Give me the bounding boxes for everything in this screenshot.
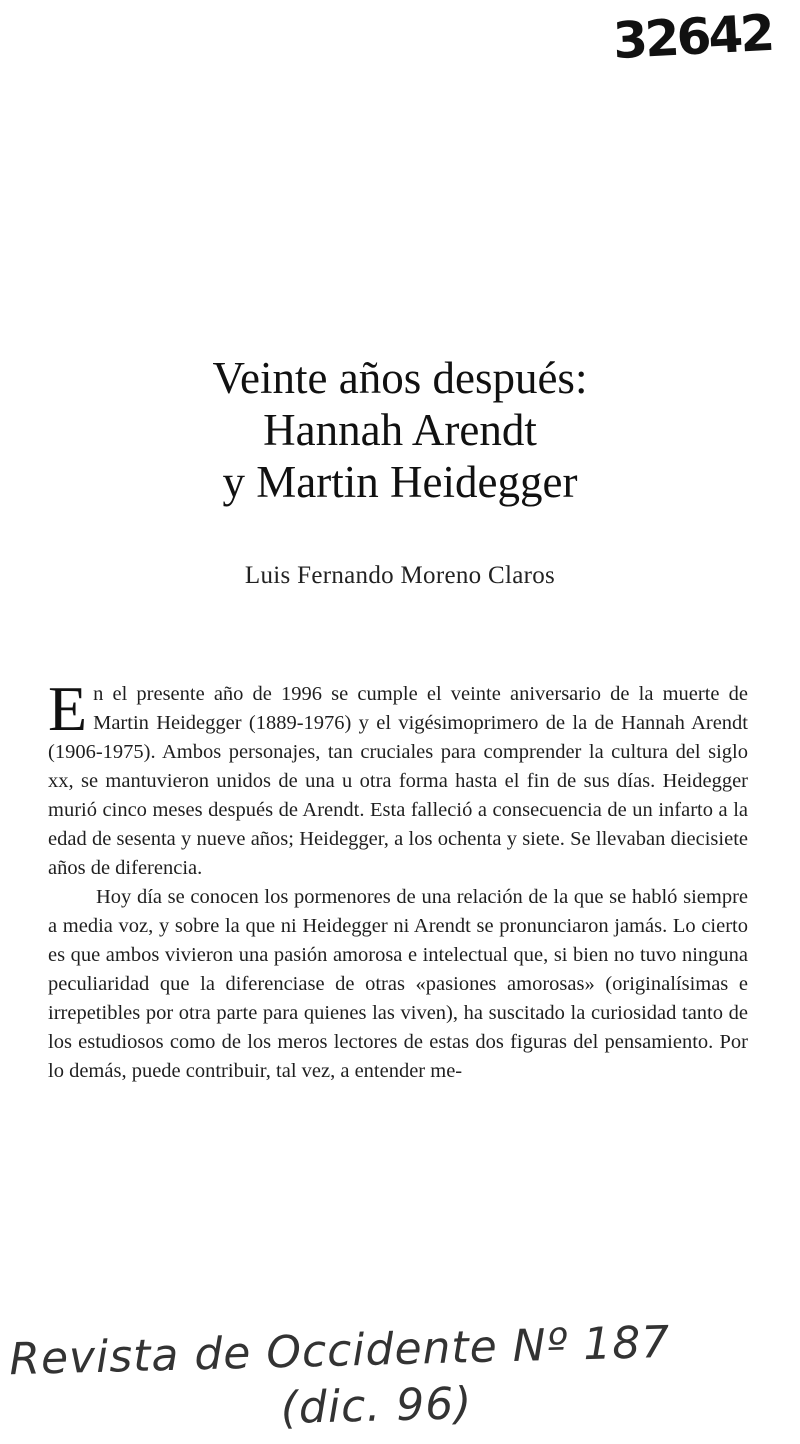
title-line-1: Veinte años después: bbox=[212, 353, 588, 403]
drop-cap: E bbox=[48, 673, 88, 744]
paragraph-1-text: n el presente año de 1996 se cumple el veinte aniversario de la muerte de Martin Heidegger (1889-1976) y el vigésimoprimero de la de Hannah Arendt (1906-1975). Ambos personajes, tan cruciales para comprender la cultura del siglo xx, se mantuvieron unidos de una u otra forma hasta el fin de sus días. Heidegger murió cinco meses después de Arendt. Esta falleció a consecuencia de un infarto a la edad de sesenta y nueve años; Heidegger, a los ochenta y siete. Se llevaban diecisiete años de diferencia. bbox=[48, 683, 748, 879]
handwritten-catalog-number: 32642 bbox=[611, 3, 774, 71]
handwritten-source-note bbox=[9, 1312, 792, 1444]
title-line-2: Hannah Arendt bbox=[263, 405, 537, 455]
article-title bbox=[0, 352, 800, 508]
article-body bbox=[48, 673, 748, 1086]
paragraph-1 bbox=[48, 673, 748, 883]
paragraph-2: Hoy día se conocen los pormenores de una relación de la que se habló siempre a media voz, y sobre la que ni Heidegger ni Arendt se pronunciaron jamás. Lo cierto es que ambos vivieron una pasión amorosa e intelectual que, si bien no tuvo ninguna peculiaridad que la diferenciase de otras «pasiones amorosas» (originalísimas e irrepetibles por otra parte para quienes las viven), ha suscitado la curiosidad tanto de los estudiosos como de los meros lectores de estas dos figuras del pensamiento. Por lo demás, puede contribuir, tal vez, a entender me- bbox=[48, 886, 748, 1082]
handwritten-note-line-2: (dic. 96) bbox=[280, 1378, 474, 1435]
title-line-3: y Martin Heidegger bbox=[222, 457, 578, 507]
article-author: Luis Fernando Moreno Claros bbox=[244, 562, 556, 589]
handwritten-note-line-1: Revista de Occidente Nº 187 bbox=[8, 1316, 671, 1386]
